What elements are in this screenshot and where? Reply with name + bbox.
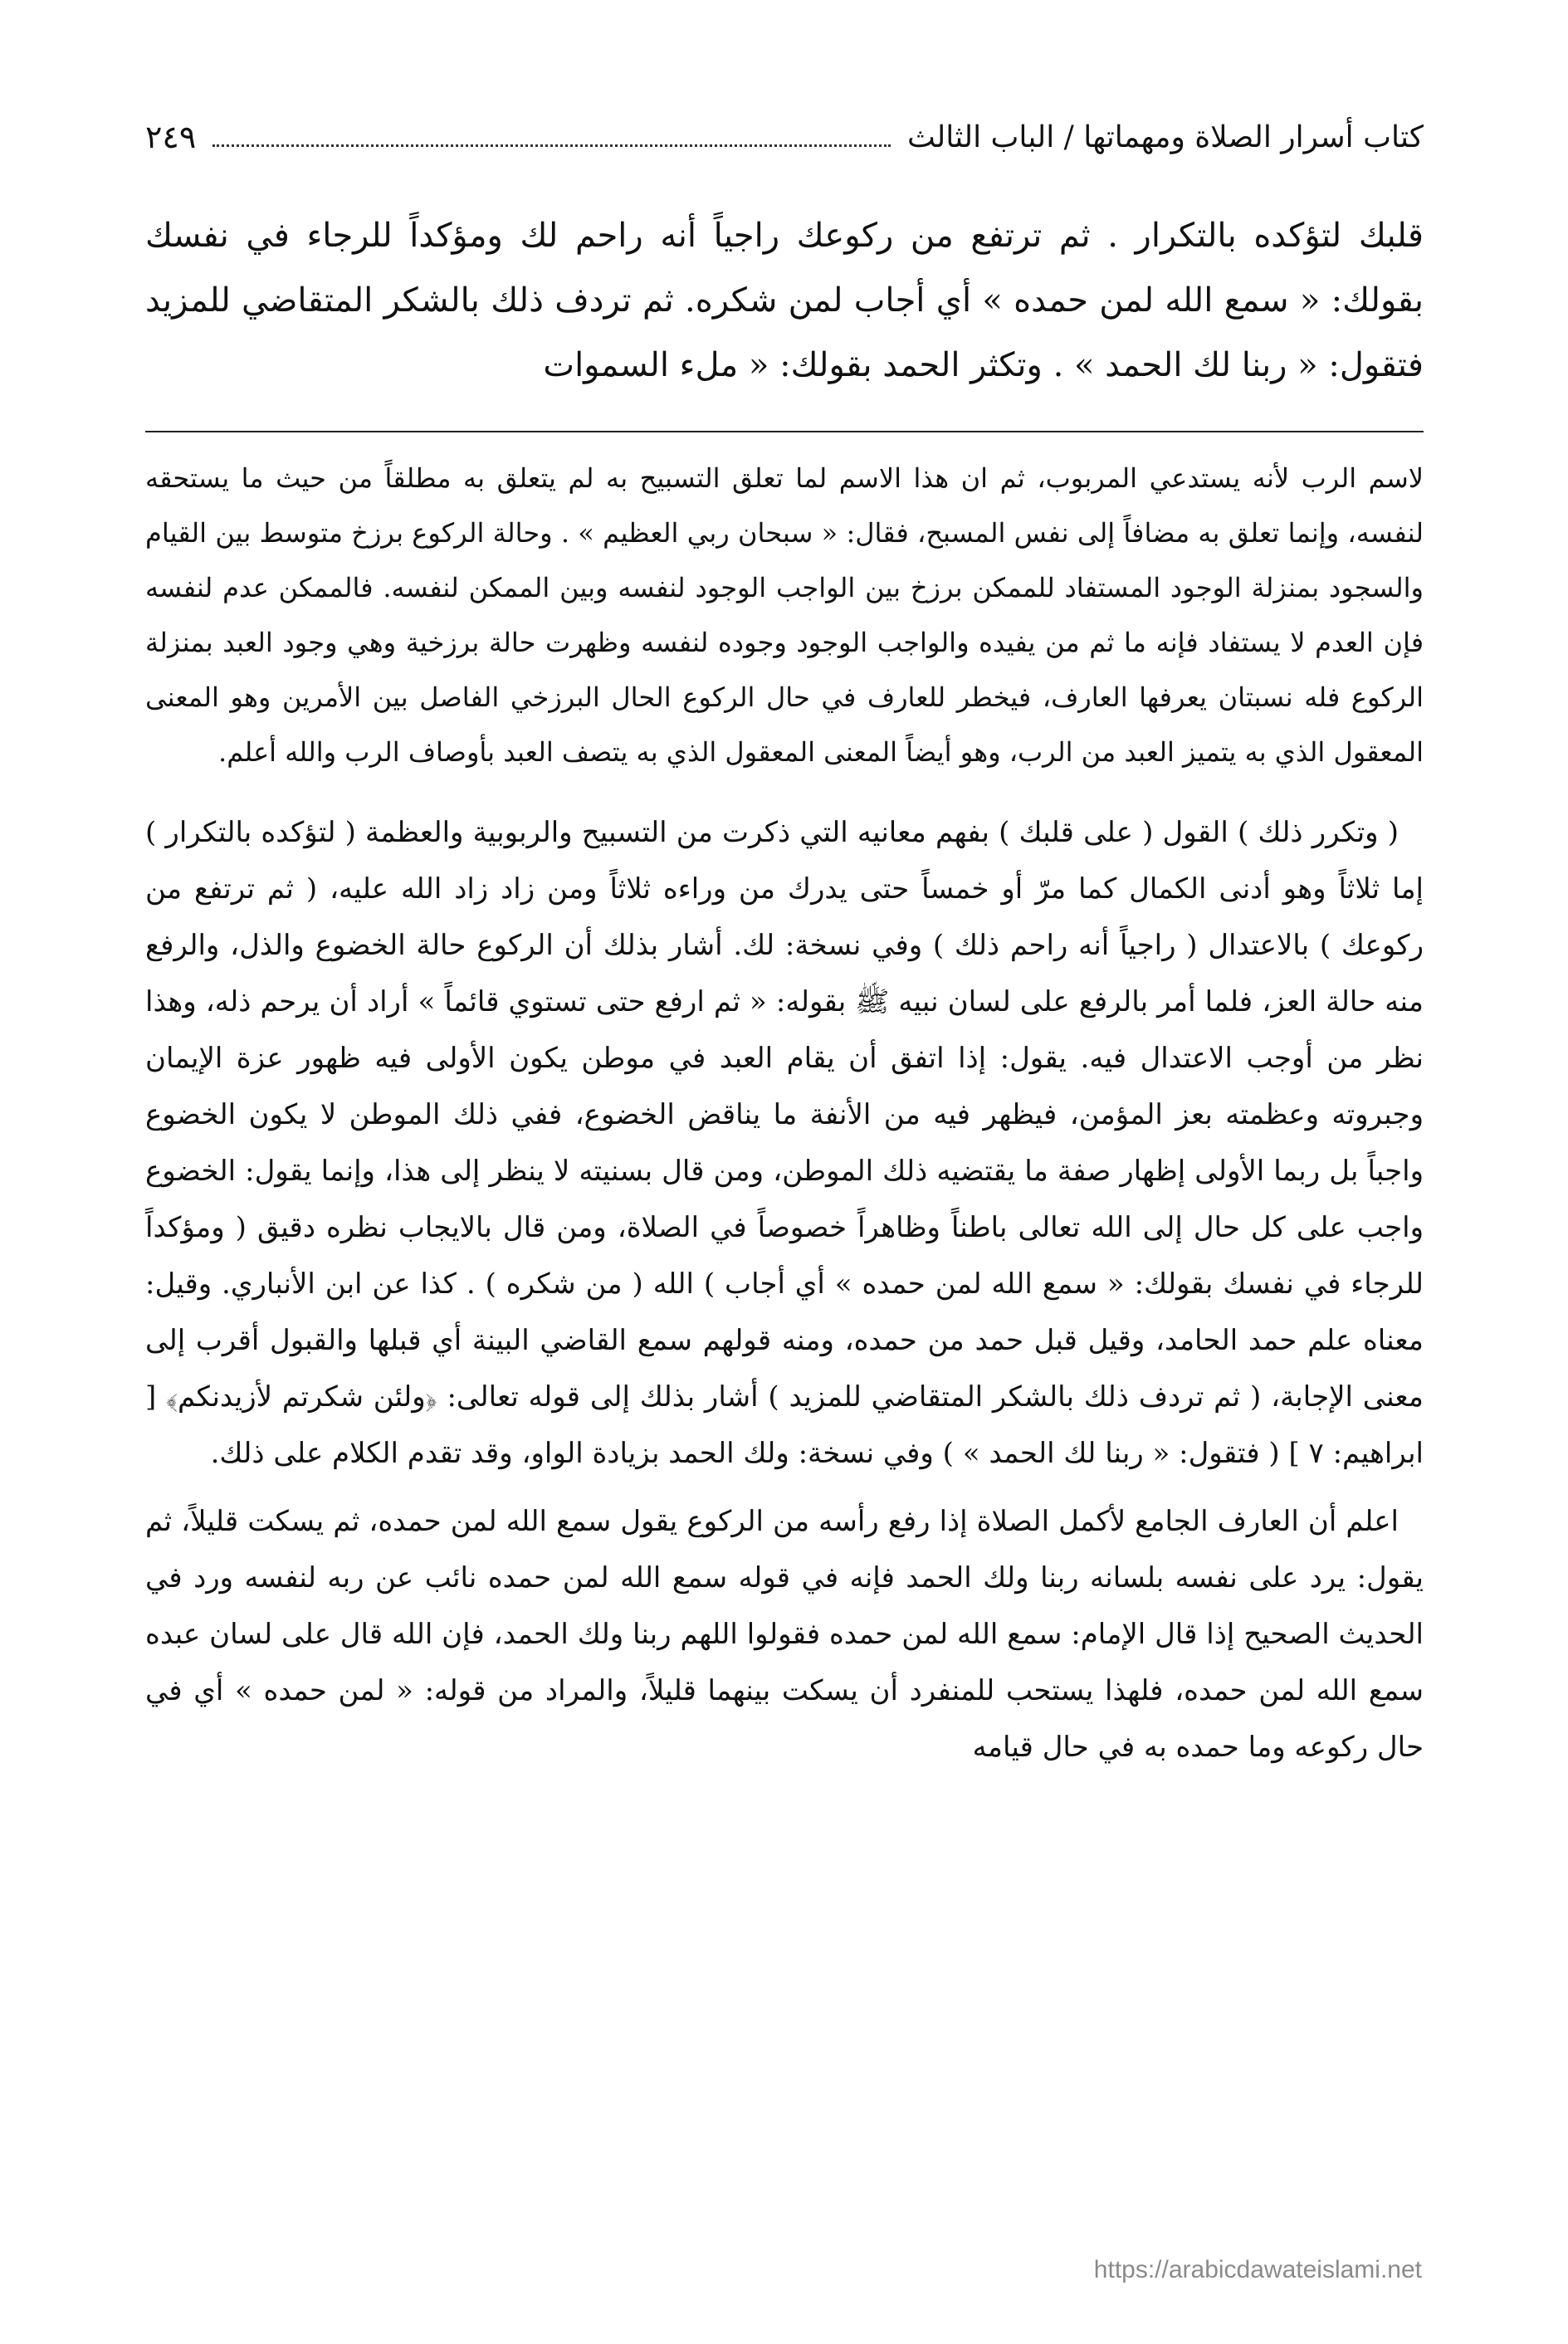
running-title: كتاب أسرار الصلاة ومهماتها / الباب الثالث bbox=[906, 120, 1424, 154]
main-text: قلبك لتؤكده بالتكرار . ثم ترتفع من ركوعك راجياً أنه راحم لك ومؤكداً للرجاء في نفسك بقولك: « سمع الله لمن حمده » أي أجاب لمن شكره. ثم تردف ذلك بالشكر المتقاضي للمزيد فتقول: « ربنا لك الحمد » . وتكثر الحمد بقولك: « ملء السموات bbox=[145, 217, 1424, 384]
commentary-text bbox=[145, 804, 1424, 1775]
watermark-link: https://arabicdawateislami.net bbox=[1093, 2256, 1422, 2283]
commentary-paragraph-2: اعلم أن العارف الجامع لأكمل الصلاة إذا رفع رأسه من الركوع يقول سمع الله لمن حمده، ثم يسكت قليلاً، ثم يقول: يرد على نفسه بلسانه ربنا ولك الحمد فإنه في قوله سمع الله لمن حمده نائب عن ربه لنفسه ورد في الحديث الصحيح إذا قال الإمام: سمع الله لمن حمده فقولوا اللهم ربنا ولك الحمد، فإن الله قال على لسان عبده سمع الله لمن حمده، فلهذا يستحب للمنفرد أن يسكت بينهما قليلاً، والمراد من قوله: « لمن حمده » أي في حال ركوعه وما حمده به في حال قيامه bbox=[145, 1505, 1424, 1764]
commentary-paragraph-1: ( وتكرر ذلك ) القول ( على قلبك ) بفهم معانيه التي ذكرت من التسبيح والربوبية والعظمة ( لتؤكده بالتكرار ) إما ثلاثاً وهو أدنى الكمال كما مرّ أو خمساً حتى يدرك من وراءه ثلاثاً ومن زاد زاد الله عليه، ( ثم ترتفع من ركوعك ) بالاعتدال ( راجياً أنه راحم ذلك ) وفي نسخة: لك. أشار بذلك أن الركوع حالة الخضوع والذل، والرفع منه حالة العز، فلما أمر بالرفع على لسان نبيه ﷺ بقوله: « ثم ارفع حتى تستوي قائماً » أراد أن يرحم ذله، وهذا نظر من أوجب الاعتدال فيه. يقول: إذا اتفق أن يقام العبد في موطن يكون الأولى فيه ظهور عزة الإيمان وجبروته وعظمته بعز المؤمن، فيظهر فيه من الأنفة ما يناقض الخضوع، ففي ذلك الموطن لا يكون الخضوع واجباً بل ربما الأولى إظهار صفة ما يقتضيه ذلك الموطن، ومن قال بسنيته لا ينظر إلى هذا، وإنما يقول: الخضوع واجب على كل حال إلى الله تعالى باطناً وظاهراً خصوصاً في الصلاة، ومن قال بالايجاب نظره دقيق ( ومؤكداً للرجاء في نفسك بقولك: « سمع الله لمن حمده » أي أجاب ) الله ( من شكره ) . كذا عن ابن الأنباري. وقيل: معناه علم حمد الحامد، وقيل قبل حمد من حمده، ومنه قولهم سمع القاضي البينة أي قبلها والقبول أقرب إلى معنى الإجابة، ( ثم تردف ذلك بالشكر المتقاضي للمزيد ) أشار بذلك إلى قوله تعالى: ﴿ولئن شكرتم لأزيدنكم﴾ [ ابراهيم: ٧ ] ( فتقول: « ربنا لك الحمد » ) وفي نسخة: ولك الحمد بزيادة الواو، وقد تقدم الكلام على ذلك. bbox=[145, 816, 1424, 1470]
footnote-separator bbox=[145, 431, 1424, 432]
dot-leader bbox=[212, 128, 891, 147]
book-page bbox=[145, 108, 1424, 2316]
page-number: ٢٤٩ bbox=[145, 119, 197, 155]
page-header bbox=[145, 108, 1424, 166]
footnote-text: لاسم الرب لأنه يستدعي المربوب، ثم ان هذا الاسم لما تعلق التسبيح به لم يتعلق به مطلقاً من حيث ما يستحقه لنفسه، وإنما تعلق به مضافاً إلى نفس المسبح، فقال: « سبحان ربي العظيم » . وحالة الركوع برزخ متوسط بين القيام والسجود بمنزلة الوجود المستفاد للممكن برزخ بين الواجب الوجود لنفسه وبين الممكن لنفسه. فالممكن عدم لنفسه فإن العدم لا يستفاد فإنه ما ثم من يفيده والواجب الوجود وجوده لنفسه وظهرت حالة برزخية وهي وجود العبد بمنزلة الركوع فله نسبتان يعرفها العارف، فيخطر للعارف في حال الركوع الحال البرزخي الفاصل بين الأمرين وهو المعنى المعقول الذي به يتميز العبد من الرب، وهو أيضاً المعنى المعقول الذي به يتصف العبد بأوصاف الرب والله أعلم. bbox=[145, 462, 1424, 768]
